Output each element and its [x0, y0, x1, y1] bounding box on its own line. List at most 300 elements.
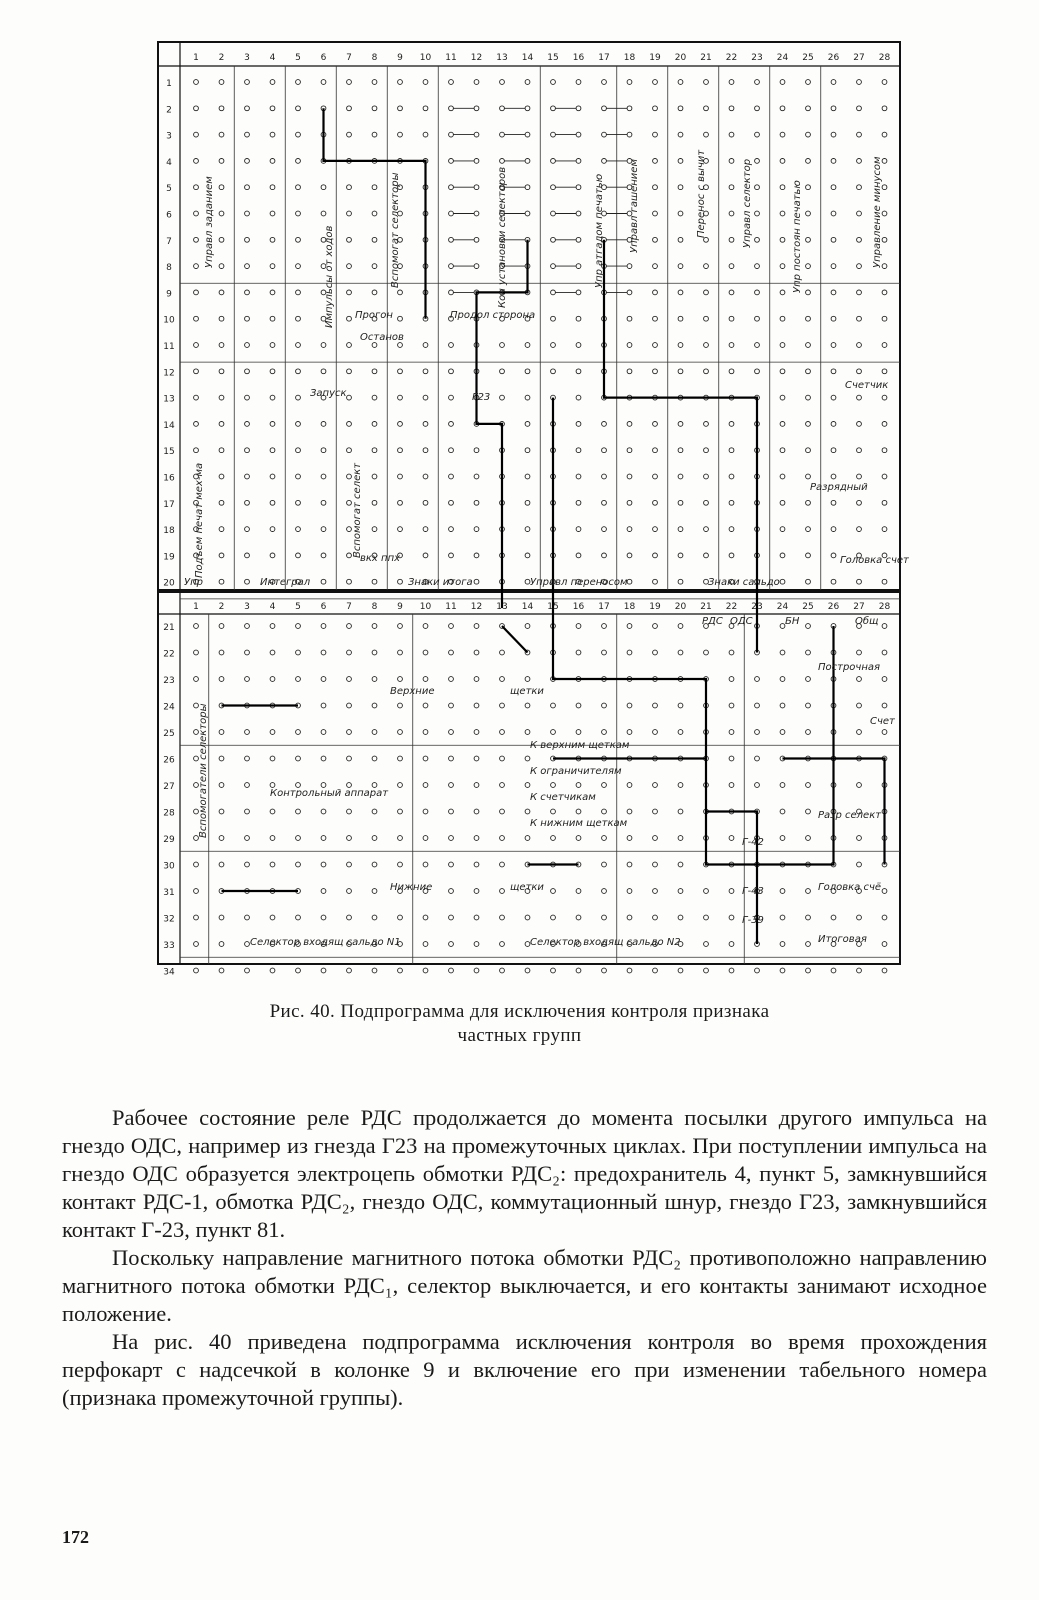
- hub-hole: [704, 527, 709, 532]
- hub-hole: [857, 132, 862, 137]
- hub-hole: [372, 290, 377, 295]
- hub-hole: [449, 889, 454, 894]
- column-number-upper: 17: [598, 53, 610, 63]
- hub-hole: [372, 80, 377, 85]
- hub-hole: [602, 553, 607, 558]
- hub-hole: [219, 500, 224, 505]
- hub-hole: [704, 106, 709, 111]
- hub-hole: [423, 132, 428, 137]
- page-number: 172: [62, 1527, 89, 1547]
- hub-hole: [627, 448, 632, 453]
- hub-hole: [678, 343, 683, 348]
- hub-hole: [525, 80, 530, 85]
- hub-hole: [729, 132, 734, 137]
- hub-hole: [398, 290, 403, 295]
- hub-hole: [423, 106, 428, 111]
- hub-hole: [755, 159, 760, 164]
- hub-hole: [270, 624, 275, 629]
- hub-hole: [806, 553, 811, 558]
- hub-hole: [525, 500, 530, 505]
- column-number-upper: 7: [346, 53, 352, 63]
- hub-hole: [780, 448, 785, 453]
- hub-hole: [245, 500, 250, 505]
- hub-hole: [551, 836, 556, 841]
- hub-hole: [525, 624, 530, 629]
- hub-hole: [627, 106, 632, 111]
- hub-hole: [500, 80, 505, 85]
- hub-hole: [780, 889, 785, 894]
- hub-hole: [780, 942, 785, 947]
- column-number-upper: 24: [776, 53, 789, 63]
- hub-hole: [678, 553, 683, 558]
- column-number-upper: 6: [320, 53, 327, 63]
- label-k-verkhnim: К верхним щеткам: [530, 740, 630, 751]
- column-number-upper: 18: [623, 53, 636, 63]
- hub-hole: [245, 730, 250, 735]
- hub-hole: [882, 730, 887, 735]
- hub-hole: [474, 500, 479, 505]
- column-number-lower: 26: [827, 602, 840, 612]
- hub-hole: [882, 316, 887, 321]
- hub-hole: [347, 579, 352, 584]
- hub-hole: [806, 185, 811, 190]
- hub-hole: [704, 290, 709, 295]
- row-number: 14: [163, 420, 175, 431]
- hub-hole: [806, 915, 811, 920]
- hub-hole: [780, 237, 785, 242]
- hub-hole: [780, 80, 785, 85]
- hub-hole: [704, 369, 709, 374]
- hub-hole: [806, 500, 811, 505]
- hub-hole: [296, 422, 301, 427]
- hub-hole: [678, 474, 683, 479]
- hub-hole: [245, 553, 250, 558]
- hub-hole: [729, 237, 734, 242]
- row-number: 29: [163, 835, 175, 845]
- hub-hole: [270, 422, 275, 427]
- hub-hole: [653, 915, 658, 920]
- hub-hole: [296, 264, 301, 269]
- hub-hole: [474, 968, 479, 973]
- hub-hole: [653, 106, 658, 111]
- hub-hole: [627, 422, 632, 427]
- hub-hole: [245, 862, 250, 867]
- hub-hole: [525, 211, 530, 216]
- hub-hole: [627, 343, 632, 348]
- column-number-lower: 16: [572, 602, 585, 612]
- hub-hole: [831, 80, 836, 85]
- hub-hole: [398, 422, 403, 427]
- hub-hole: [245, 650, 250, 655]
- hub-hole: [602, 106, 607, 111]
- hub-hole: [219, 915, 224, 920]
- hub-hole: [423, 448, 428, 453]
- hub-hole: [857, 968, 862, 973]
- hub-hole: [321, 889, 326, 894]
- hub-hole: [245, 809, 250, 814]
- column-number-upper: 5: [295, 53, 301, 63]
- hub-hole: [525, 106, 530, 111]
- row-number: 33: [163, 941, 175, 951]
- hub-hole: [398, 80, 403, 85]
- hub-hole: [474, 264, 479, 269]
- hub-hole: [780, 783, 785, 788]
- column-number-lower: 17: [598, 602, 610, 612]
- label-verkhnie: Верхние: [390, 686, 435, 697]
- hub-hole: [474, 836, 479, 841]
- hub-hole: [500, 650, 505, 655]
- hub-hole: [551, 369, 556, 374]
- hub-hole: [576, 624, 581, 629]
- hub-hole: [780, 316, 785, 321]
- hub-hole: [551, 703, 556, 708]
- hub-hole: [245, 942, 250, 947]
- hub-hole: [296, 237, 301, 242]
- hub-hole: [882, 579, 887, 584]
- column-number-lower: 11: [445, 602, 457, 612]
- hub-hole: [729, 677, 734, 682]
- hub-hole: [449, 106, 454, 111]
- hub-hole: [551, 211, 556, 216]
- hub-hole: [245, 290, 250, 295]
- hub-hole: [245, 106, 250, 111]
- hub-hole: [551, 809, 556, 814]
- column-number-lower: 23: [751, 602, 763, 612]
- hub-hole: [755, 756, 760, 761]
- hub-hole: [321, 474, 326, 479]
- hub-hole: [857, 159, 862, 164]
- hub-hole: [704, 915, 709, 920]
- hub-hole: [525, 369, 530, 374]
- hub-hole: [219, 185, 224, 190]
- hub-hole: [678, 783, 683, 788]
- hub-hole: [474, 448, 479, 453]
- hub-hole: [194, 264, 199, 269]
- hub-hole: [678, 650, 683, 655]
- hub-hole: [653, 703, 658, 708]
- hub-hole: [627, 915, 632, 920]
- hub-hole: [194, 316, 199, 321]
- hub-hole: [806, 730, 811, 735]
- hub-hole: [780, 650, 785, 655]
- hub-hole: [270, 915, 275, 920]
- hub-hole: [347, 553, 352, 558]
- hub-hole: [627, 809, 632, 814]
- hub-hole: [500, 862, 505, 867]
- hub-hole: [653, 579, 658, 584]
- hub-hole: [219, 343, 224, 348]
- hub-hole: [755, 211, 760, 216]
- hub-hole: [347, 783, 352, 788]
- column-number-upper: 15: [547, 53, 559, 63]
- hub-hole: [321, 968, 326, 973]
- hub-hole: [372, 836, 377, 841]
- hub-hole: [194, 862, 199, 867]
- hub-hole: [270, 756, 275, 761]
- hub-hole: [806, 80, 811, 85]
- hub-hole: [678, 448, 683, 453]
- hub-hole: [602, 730, 607, 735]
- hub-hole: [729, 915, 734, 920]
- hub-hole: [882, 132, 887, 137]
- column-number-upper: 28: [878, 53, 891, 63]
- hub-hole: [347, 677, 352, 682]
- hub-hole: [831, 316, 836, 321]
- hub-hole: [627, 579, 632, 584]
- row-number: 2: [166, 105, 172, 116]
- hub-hole: [576, 889, 581, 894]
- hub-hole: [296, 500, 301, 505]
- hub-hole: [423, 862, 428, 867]
- hub-hole: [474, 237, 479, 242]
- hub-hole: [194, 369, 199, 374]
- hub-hole: [347, 836, 352, 841]
- hub-hole: [602, 836, 607, 841]
- label-obshch: Общ: [855, 616, 879, 627]
- hub-hole: [372, 624, 377, 629]
- hub-hole: [831, 968, 836, 973]
- hub-hole: [755, 968, 760, 973]
- hub-hole: [602, 862, 607, 867]
- label-rds: РДС: [702, 616, 723, 627]
- hub-hole: [347, 703, 352, 708]
- row-number: 27: [163, 782, 175, 792]
- hub-hole: [678, 422, 683, 427]
- hub-hole: [296, 862, 301, 867]
- hub-hole: [857, 862, 862, 867]
- hub-hole: [755, 369, 760, 374]
- hub-hole: [474, 527, 479, 532]
- hub-hole: [806, 942, 811, 947]
- hub-hole: [755, 290, 760, 295]
- hub-hole: [245, 579, 250, 584]
- hub-hole: [678, 369, 683, 374]
- hub-hole: [525, 395, 530, 400]
- hub-hole: [245, 677, 250, 682]
- hub-hole: [831, 474, 836, 479]
- hub-hole: [857, 343, 862, 348]
- hub-hole: [500, 915, 505, 920]
- hub-hole: [194, 677, 199, 682]
- hub-hole: [347, 730, 352, 735]
- hub-hole: [347, 211, 352, 216]
- caption-line-2: частных групп: [457, 1025, 582, 1046]
- hub-hole: [347, 132, 352, 137]
- hub-hole: [474, 579, 479, 584]
- hub-hole: [423, 553, 428, 558]
- row-number: 22: [163, 649, 175, 660]
- hub-hole: [755, 677, 760, 682]
- hub-hole: [296, 783, 301, 788]
- hub-hole: [576, 915, 581, 920]
- column-number-upper: 12: [470, 53, 483, 63]
- label-integral: Интеграл: [260, 577, 311, 588]
- hub-hole: [194, 211, 199, 216]
- hub-hole: [525, 474, 530, 479]
- hub-hole: [551, 264, 556, 269]
- hub-hole: [372, 422, 377, 427]
- hub-hole: [704, 80, 709, 85]
- hub-hole: [500, 756, 505, 761]
- label-upravl-gasheniem: Управл гашением: [629, 159, 640, 253]
- hub-hole: [270, 237, 275, 242]
- hub-hole: [449, 264, 454, 269]
- hub-hole: [831, 369, 836, 374]
- hub-hole: [882, 474, 887, 479]
- hub-hole: [270, 836, 275, 841]
- hub-hole: [755, 730, 760, 735]
- column-number-lower: 8: [371, 602, 378, 612]
- hub-hole: [882, 703, 887, 708]
- hub-hole: [551, 316, 556, 321]
- hub-hole: [296, 474, 301, 479]
- hub-hole: [474, 624, 479, 629]
- hub-hole: [806, 703, 811, 708]
- label-golovka-sch: Головка счё: [818, 882, 881, 893]
- plugboard-svg: [150, 38, 910, 978]
- row-number: 1: [166, 79, 172, 89]
- hub-hole: [678, 915, 683, 920]
- hub-hole: [219, 474, 224, 479]
- row-number: 31: [163, 888, 175, 898]
- hub-hole: [449, 369, 454, 374]
- hub-hole: [551, 915, 556, 920]
- hub-hole: [270, 290, 275, 295]
- hub-hole: [296, 836, 301, 841]
- hub-hole: [347, 474, 352, 479]
- hub-hole: [245, 968, 250, 973]
- hub-hole: [780, 395, 785, 400]
- hub-hole: [321, 703, 326, 708]
- hub-hole: [627, 783, 632, 788]
- label-prodol-storona: Продол сторона: [450, 310, 536, 321]
- hub-hole: [653, 836, 658, 841]
- hub-hole: [704, 316, 709, 321]
- hub-hole: [678, 624, 683, 629]
- hub-hole: [423, 527, 428, 532]
- label-upr-atgadom: Упр атгадом печатью: [594, 173, 605, 288]
- column-number-upper: 16: [572, 53, 585, 63]
- column-number-lower: 9: [397, 602, 403, 612]
- hub-hole: [729, 553, 734, 558]
- hub-hole: [551, 80, 556, 85]
- hub-hole: [372, 650, 377, 655]
- hub-hole: [219, 809, 224, 814]
- hub-hole: [398, 915, 403, 920]
- hub-hole: [678, 237, 683, 242]
- hub-hole: [653, 968, 658, 973]
- hub-hole: [398, 650, 403, 655]
- hub-hole: [602, 527, 607, 532]
- hub-hole: [423, 369, 428, 374]
- hub-hole: [296, 395, 301, 400]
- hub-hole: [780, 474, 785, 479]
- column-number-lower: 19: [649, 602, 661, 612]
- hub-hole: [653, 422, 658, 427]
- row-number: 17: [163, 499, 175, 510]
- hub-hole: [398, 500, 403, 505]
- hub-hole: [831, 290, 836, 295]
- hub-hole: [551, 159, 556, 164]
- hub-hole: [398, 527, 403, 532]
- hub-hole: [449, 448, 454, 453]
- hub-hole: [449, 132, 454, 137]
- hub-hole: [857, 730, 862, 735]
- hub-hole: [449, 185, 454, 190]
- hub-hole: [449, 942, 454, 947]
- column-number-lower: 10: [419, 602, 432, 612]
- hub-hole: [653, 474, 658, 479]
- hub-hole: [729, 448, 734, 453]
- column-number-upper: 10: [419, 53, 432, 63]
- hub-hole: [372, 369, 377, 374]
- hub-hole: [500, 159, 505, 164]
- hub-hole: [678, 579, 683, 584]
- row-number: 19: [163, 552, 175, 563]
- hub-hole: [423, 474, 428, 479]
- hub-hole: [296, 343, 301, 348]
- hub-hole: [398, 730, 403, 735]
- hub-hole: [245, 915, 250, 920]
- hub-hole: [372, 185, 377, 190]
- hub-hole: [576, 316, 581, 321]
- hub-hole: [551, 730, 556, 735]
- row-number: 34: [163, 967, 175, 978]
- paragraph-2: Поскольку направление магнитного потока обмотки РДС₂ противоположно направлению магнитного потока обмотки РДС₁, селектор выключается, и его контакты занимают исходное положение.: [62, 1245, 987, 1326]
- hub-hole: [576, 106, 581, 111]
- hub-hole: [474, 809, 479, 814]
- hub-hole: [755, 343, 760, 348]
- hub-hole: [653, 237, 658, 242]
- hub-hole: [270, 80, 275, 85]
- hub-hole: [270, 553, 275, 558]
- hub-hole: [449, 343, 454, 348]
- hub-hole: [449, 703, 454, 708]
- hub-hole: [704, 500, 709, 505]
- hub-hole: [831, 132, 836, 137]
- hub-hole: [219, 579, 224, 584]
- hub-hole: [576, 132, 581, 137]
- hub-hole: [219, 264, 224, 269]
- hub-hole: [678, 211, 683, 216]
- hub-hole: [194, 422, 199, 427]
- hub-hole: [500, 106, 505, 111]
- hub-hole: [602, 915, 607, 920]
- hub-hole: [500, 395, 505, 400]
- hub-hole: [270, 500, 275, 505]
- hub-hole: [882, 624, 887, 629]
- hub-hole: [627, 500, 632, 505]
- hub-hole: [347, 185, 352, 190]
- hub-hole: [857, 650, 862, 655]
- hub-hole: [602, 132, 607, 137]
- hub-hole: [627, 369, 632, 374]
- hub-hole: [398, 343, 403, 348]
- hub-hole: [245, 369, 250, 374]
- hub-hole: [398, 862, 403, 867]
- hub-hole: [653, 862, 658, 867]
- hub-hole: [219, 448, 224, 453]
- hub-hole: [857, 836, 862, 841]
- hub-hole: [449, 237, 454, 242]
- label-upravl-zadaniem: Управл заданием: [204, 176, 215, 268]
- hub-hole: [219, 942, 224, 947]
- hub-hole: [576, 500, 581, 505]
- hub-hole: [219, 290, 224, 295]
- hub-hole: [857, 211, 862, 216]
- hub-hole: [423, 395, 428, 400]
- hub-hole: [296, 132, 301, 137]
